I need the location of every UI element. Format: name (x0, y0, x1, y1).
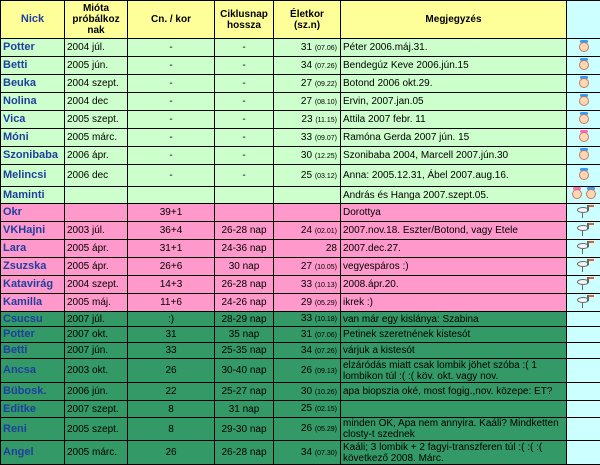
table-row (1, 111, 600, 129)
icon-cell (567, 129, 600, 147)
age-cell (274, 129, 341, 147)
age-cell (274, 401, 341, 418)
since-cell: 2007 szept. (65, 401, 128, 418)
since-cell: 2007 jún. (65, 343, 128, 359)
age-cell (274, 294, 341, 312)
stork-icon (573, 222, 595, 236)
note-cell: 2007.dec.27. (341, 240, 567, 258)
cn-kor-cell: - (128, 147, 215, 165)
nick-cell: Betti (1, 57, 65, 75)
age-cell (274, 383, 341, 401)
age-value: 34 (301, 60, 312, 71)
cn-kor-cell: - (128, 57, 215, 75)
cn-kor-cell: 14+3 (128, 276, 215, 294)
note-cell: Dorottya (341, 204, 567, 222)
age-cell (274, 111, 341, 129)
icon-cell (567, 401, 600, 418)
birthday-date: (03.12) (315, 173, 337, 180)
icon-cell (567, 294, 600, 312)
cycle-cell: - (215, 147, 274, 165)
baby-icon (577, 58, 591, 71)
age-value: 29 (301, 297, 312, 308)
birthday-date: (09.13) (315, 368, 337, 375)
birthday-date: (02.15) (315, 406, 337, 413)
note-cell: Bendegúz Keve 2006.jún.15 (341, 57, 567, 75)
col-header-cycle: Ciklusnap hossza (215, 1, 274, 39)
note-cell: apa biopszia oké, most fogig.,nov. közepe: ET? (341, 383, 567, 401)
age-value: 24 (301, 225, 312, 236)
cn-kor-cell: 26+6 (128, 258, 215, 276)
cycle-cell: 26-28 nap (215, 276, 274, 294)
icon-cell (567, 39, 600, 57)
cn-kor-cell: :) (128, 312, 215, 327)
baby-icon (570, 187, 584, 200)
cn-kor-cell: 33 (128, 343, 215, 359)
nick-cell: VKHajni (1, 222, 65, 240)
birthday-date: (02.01) (315, 228, 337, 235)
age-value: 27 (301, 96, 312, 107)
age-cell (274, 204, 341, 222)
icon-cell (567, 312, 600, 327)
since-cell: 2005 márc. (65, 441, 128, 465)
col-header-notes: Megjegyzés (341, 1, 567, 39)
icon-cell (567, 327, 600, 343)
birthday-date: (07.06) (315, 332, 337, 339)
table-row (1, 312, 600, 327)
note-cell: Ramóna Gerda 2007 jún. 15 (341, 129, 567, 147)
table-row (1, 383, 600, 401)
note-cell: vegyespáros :) (341, 258, 567, 276)
birthday-date: (10.18) (315, 316, 337, 323)
since-cell: 2004 júl. (65, 39, 128, 57)
birthday-date: (05.29) (315, 300, 337, 307)
nick-cell: Kamilla (1, 294, 65, 312)
icon-cell (567, 240, 600, 258)
since-cell: 2005 márc. (65, 129, 128, 147)
age-cell (274, 418, 341, 441)
cycle-cell: - (215, 93, 274, 111)
cycle-cell: - (215, 75, 274, 93)
age-value: 26 (301, 365, 312, 376)
since-cell: 2003 júl. (65, 222, 128, 240)
cycle-cell: 26-28 nap (215, 441, 274, 465)
nick-cell: Lara (1, 240, 65, 258)
table-row (1, 93, 600, 111)
nick-cell: Editke (1, 401, 65, 418)
age-value: 34 (301, 447, 312, 458)
table-row (1, 165, 600, 187)
baby-icon (577, 76, 591, 89)
icon-cell (567, 57, 600, 75)
note-cell: várjuk a kistesót (341, 343, 567, 359)
age-value: 25 (301, 170, 312, 181)
icon-cell (567, 383, 600, 401)
nick-cell: Nolina (1, 93, 65, 111)
cn-kor-cell: 11+6 (128, 294, 215, 312)
cycle-cell: 30-40 nap (215, 359, 274, 383)
birthday-date: (09.22) (315, 81, 337, 88)
icon-cell (567, 441, 600, 465)
age-cell (274, 187, 341, 204)
cn-kor-cell: 22 (128, 383, 215, 401)
nick-cell: Beuka (1, 75, 65, 93)
note-cell: 2007.nov.18. Eszter/Botond, vagy Etele (341, 222, 567, 240)
cycle-cell: 30 nap (215, 258, 274, 276)
cycle-cell (215, 204, 274, 222)
col-header-age: Életkor (sz.n) (274, 1, 341, 39)
age-value: 27 (301, 78, 312, 89)
table-row (1, 441, 600, 465)
nick-cell: Zsuzska (1, 258, 65, 276)
icon-cell (567, 147, 600, 165)
table-row (1, 147, 600, 165)
birthday-date: (09.07) (315, 135, 337, 142)
icon-cell (567, 418, 600, 441)
since-cell: 2005 szept. (65, 418, 128, 441)
table-row (1, 129, 600, 147)
note-cell: Kaáli; 3 lombik + 2 fagyi-transzferen túl :( :( :( következő 2008. Márc. (341, 441, 567, 465)
cycle-cell: - (215, 39, 274, 57)
table-row (1, 204, 600, 222)
note-cell: Botond 2006 okt.29. (341, 75, 567, 93)
age-value: 30 (301, 150, 312, 161)
note-cell: minden OK, Apa nem annyira. Kaáli? Mindketten closty-t szednek (341, 418, 567, 441)
since-cell: 2004 szept. (65, 276, 128, 294)
age-value: 27 (301, 261, 312, 272)
cn-kor-cell: 8 (128, 401, 215, 418)
age-cell (274, 147, 341, 165)
nick-cell: Okr (1, 204, 65, 222)
birthday-date: (07.06) (315, 45, 337, 52)
nick-cell: Potter (1, 39, 65, 57)
birthday-date: (10.26) (315, 389, 337, 396)
note-cell: van már egy kislánya: Szabina (341, 312, 567, 327)
baby-icon (577, 94, 591, 107)
nick-cell: Csucsu (1, 312, 65, 327)
icon-cell (567, 343, 600, 359)
age-cell (274, 327, 341, 343)
icon-cell (567, 165, 600, 187)
note-cell: 2008.ápr.20. (341, 276, 567, 294)
cn-kor-cell: - (128, 165, 215, 187)
cycle-cell: - (215, 165, 274, 187)
age-cell (274, 165, 341, 187)
baby-icon (584, 187, 598, 200)
age-cell (274, 240, 341, 258)
birthday-date: (07.30) (315, 450, 337, 457)
note-cell: Ervin, 2007.jan.05 (341, 93, 567, 111)
icon-cell (567, 222, 600, 240)
baby-icon (577, 40, 591, 53)
cn-kor-cell: - (128, 129, 215, 147)
stork-icon (573, 204, 595, 218)
table-row (1, 327, 600, 343)
cycle-cell: - (215, 111, 274, 129)
birthday-date: (07.26) (315, 348, 337, 355)
nick-cell: Katavirág (1, 276, 65, 294)
col-header-cn-kor: Cn. / kor (128, 1, 215, 39)
icon-cell (567, 276, 600, 294)
col-header-icon (567, 1, 600, 39)
stork-icon (573, 240, 595, 254)
cycle-cell: 24-26 nap (215, 294, 274, 312)
since-cell: 2006 jún. (65, 383, 128, 401)
since-cell: 2004 szept. (65, 75, 128, 93)
icon-cell (567, 93, 600, 111)
note-cell: elzáródás miatt csak lombik jöhet szóba :( 1 lombikon túl :( :( köv. okt. vagy nov. (341, 359, 567, 383)
table-row (1, 240, 600, 258)
age-value: 33 (301, 313, 312, 324)
cn-kor-cell: 31 (128, 327, 215, 343)
table-row (1, 187, 600, 204)
table-row (1, 57, 600, 75)
cn-kor-cell: 39+1 (128, 204, 215, 222)
cn-kor-cell: 26 (128, 359, 215, 383)
cycle-cell: 29-30 nap (215, 418, 274, 441)
table-row (1, 294, 600, 312)
since-cell: 2005 szept. (65, 111, 128, 129)
age-cell (274, 222, 341, 240)
age-cell (274, 258, 341, 276)
age-cell (274, 57, 341, 75)
nick-cell: Melincsi (1, 165, 65, 187)
since-cell: 2007 júl. (65, 312, 128, 327)
cycle-cell: 26-28 nap (215, 222, 274, 240)
age-cell (274, 93, 341, 111)
note-cell: Szonibaba 2004, Marcell 2007.jún.30 (341, 147, 567, 165)
age-value: 34 (301, 345, 312, 356)
note-cell (341, 401, 567, 418)
table-row (1, 276, 600, 294)
birthday-date: (12.25) (315, 153, 337, 160)
age-value: 31 (301, 42, 312, 53)
nick-cell: Ancsa (1, 359, 65, 383)
icon-cell (567, 258, 600, 276)
age-cell (274, 276, 341, 294)
header-row (1, 1, 600, 39)
baby-icon (577, 130, 591, 143)
note-cell: Petinek szeretnének kistesót (341, 327, 567, 343)
cycle-cell: 25-27 nap (215, 383, 274, 401)
table-row (1, 39, 600, 57)
note-cell: ikrek :) (341, 294, 567, 312)
since-cell: 2005 jún. (65, 57, 128, 75)
age-cell (274, 312, 341, 327)
cycle-cell: 25-35 nap (215, 343, 274, 359)
icon-cell (567, 187, 600, 204)
table-row (1, 75, 600, 93)
note-cell: Anna: 2005.12.31, Ábel 2007.aug.16. (341, 165, 567, 187)
age-value: 30 (301, 386, 312, 397)
icon-cell (567, 204, 600, 222)
nick-cell: Maminti (1, 187, 65, 204)
nick-cell: Angel (1, 441, 65, 465)
since-cell: 2007 okt. (65, 327, 128, 343)
birthday-date: (10.05) (315, 264, 337, 271)
age-cell (274, 75, 341, 93)
since-cell (65, 187, 128, 204)
age-cell (274, 39, 341, 57)
cycle-cell: 31 nap (215, 401, 274, 418)
table-row (1, 359, 600, 383)
cn-kor-cell: - (128, 39, 215, 57)
cycle-cell: - (215, 129, 274, 147)
age-value: 26 (301, 423, 312, 434)
note-cell: Attila 2007 febr. 11 (341, 111, 567, 129)
age-value: 23 (301, 114, 312, 125)
stork-icon (573, 258, 595, 272)
age-value: 33 (301, 132, 312, 143)
age-value: 25 (301, 403, 312, 414)
table-row (1, 222, 600, 240)
icon-cell (567, 359, 600, 383)
cycle-cell: 35 nap (215, 327, 274, 343)
since-cell: 2005 máj. (65, 294, 128, 312)
nick-cell: Reni (1, 418, 65, 441)
cn-kor-cell: - (128, 111, 215, 129)
baby-icon (577, 112, 591, 125)
birthday-date: (05.29) (315, 426, 337, 433)
birthday-date: (07.26) (315, 63, 337, 70)
stork-icon (573, 276, 595, 290)
age-value: 31 (301, 329, 312, 340)
birthday-date: (08.10) (315, 99, 337, 106)
nick-cell: Bübosk. (1, 383, 65, 401)
note-cell: András és Hanga 2007.szept.05. (341, 187, 567, 204)
since-cell: 2005 ápr. (65, 258, 128, 276)
age-value: 28 (326, 243, 337, 254)
cycle-cell: - (215, 57, 274, 75)
age-cell (274, 441, 341, 465)
since-cell: 2004 dec (65, 93, 128, 111)
table-body (1, 39, 600, 465)
cn-kor-cell: - (128, 75, 215, 93)
baby-icon (577, 168, 591, 181)
cn-kor-cell: - (128, 93, 215, 111)
col-header-since: Mióta próbálkoz nak (65, 1, 128, 39)
nick-cell: Potter (1, 327, 65, 343)
table-row (1, 258, 600, 276)
nick-cell: Vica (1, 111, 65, 129)
since-cell: 2005 ápr. (65, 240, 128, 258)
icon-cell (567, 111, 600, 129)
stork-icon (573, 294, 595, 308)
cn-kor-cell: 36+4 (128, 222, 215, 240)
table-row (1, 418, 600, 441)
birthday-date: (11.15) (315, 117, 337, 124)
since-cell: 2006 dec (65, 165, 128, 187)
table-row (1, 401, 600, 418)
table-row (1, 343, 600, 359)
cn-kor-cell: 26 (128, 441, 215, 465)
nick-cell: Móni (1, 129, 65, 147)
col-header-nick: Nick (1, 1, 65, 39)
cn-kor-cell: 8 (128, 418, 215, 441)
note-cell: Péter 2006.máj.31. (341, 39, 567, 57)
baby-icon (577, 148, 591, 161)
icon-cell (567, 75, 600, 93)
birthday-date: (10.13) (315, 282, 337, 289)
since-cell: 2003 okt. (65, 359, 128, 383)
nick-cell: Betti (1, 343, 65, 359)
age-value: 33 (301, 279, 312, 290)
age-cell (274, 343, 341, 359)
cycle-cell: 24-36 nap (215, 240, 274, 258)
since-cell: 2006 ápr. (65, 147, 128, 165)
since-cell (65, 204, 128, 222)
nick-cell: Szonibaba (1, 147, 65, 165)
age-cell (274, 359, 341, 383)
cn-kor-cell: 31+1 (128, 240, 215, 258)
cycle-cell (215, 187, 274, 204)
cycle-cell: 28-29 nap (215, 312, 274, 327)
cn-kor-cell (128, 187, 215, 204)
